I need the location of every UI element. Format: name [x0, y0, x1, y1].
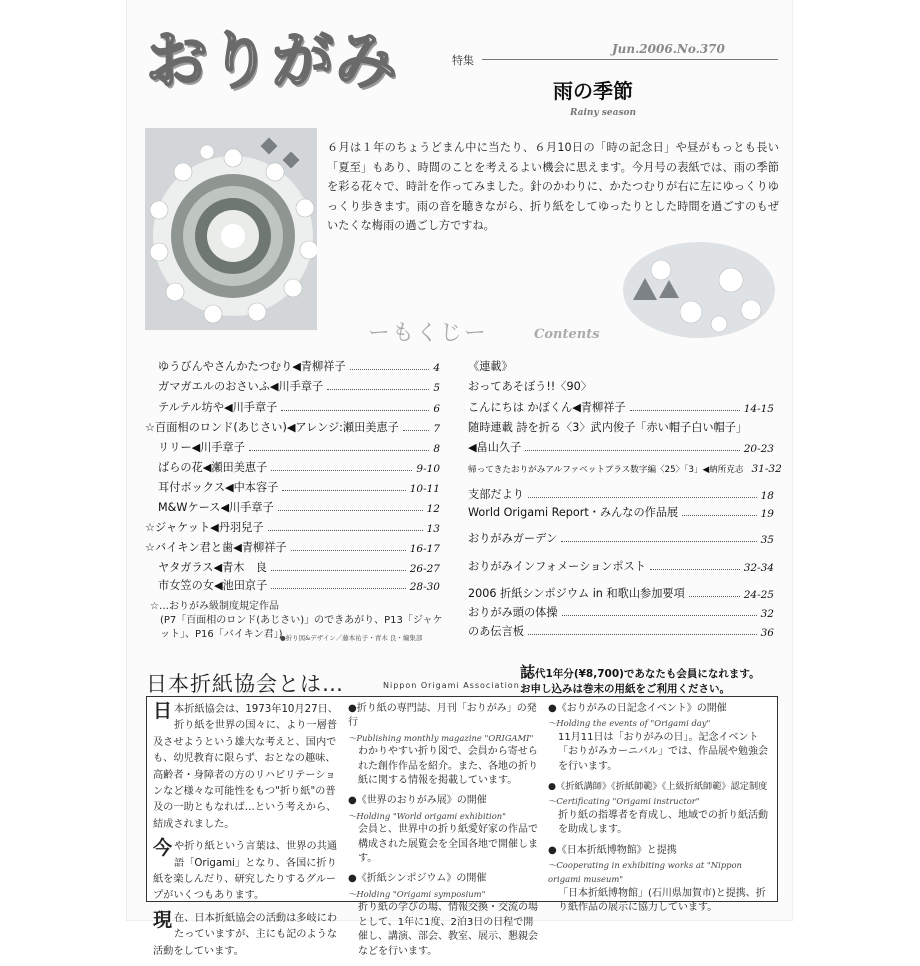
- toc-item-page: 35: [760, 534, 774, 546]
- toc-item-title: 市女笠の女◀池田京子: [158, 579, 268, 592]
- toc-item-page: 10-11: [409, 483, 440, 495]
- activity-item: ●《折紙講師》《折紙師範》《上級折紙師範》認定制度 ～Certificating "Origami instructor" 折り紙の指導者を育成し、地域での折り紙活動を助成します。: [548, 781, 768, 836]
- toc-item-title: 2006 折紙シンポジウム in 和歌山参加要項: [468, 587, 685, 600]
- toc-item-page: 9-10: [416, 463, 440, 475]
- toc-item[interactable]: [468, 438, 774, 455]
- toc-section-label: 《連載》: [468, 360, 513, 373]
- toc-item-title: のあ伝言板: [468, 625, 524, 638]
- toc-item-page: 19: [760, 508, 774, 520]
- toc-item[interactable]: [158, 377, 440, 394]
- toc-item-page: 4: [433, 362, 440, 374]
- toc-item-title: こんにちは かぼくん◀青柳祥子: [468, 401, 626, 414]
- toc-item-title: おってあそぼう!!〈90〉: [468, 380, 592, 393]
- toc-item[interactable]: [158, 357, 440, 374]
- activities-column-1: [348, 702, 542, 965]
- toc-item-title: ヤタガラス◀青木 良: [158, 561, 267, 574]
- toc-item[interactable]: [145, 418, 440, 435]
- about-paragraph: 今や折り紙という言葉は、世界の共通語「Origami」となり、各国に折り紙を楽しんだり、研究したりするグループがいくつもあります。: [153, 837, 338, 902]
- magazine-logo: おりがみ: [146, 24, 399, 97]
- contents-heading-en: Contents: [534, 327, 600, 342]
- feature-title-en: Rainy season: [570, 108, 637, 118]
- toc-item-page: 16-17: [409, 543, 440, 555]
- toc-item-page: 36: [760, 627, 774, 639]
- toc-item-title: ガマガエルのおさいふ◀川手章子: [158, 380, 324, 393]
- toc-item-page: 6: [433, 403, 440, 415]
- contents-heading: ーもくじー: [368, 321, 489, 346]
- toc-item[interactable]: [158, 398, 440, 415]
- activity-item: ●《世界のおりがみ展》の開催 ～Holding "World origami exhibition" 会員と、世界中の折り紙愛好家の作品で構成された展覧会を全国各地で開催します。: [348, 795, 538, 865]
- toc-item-title: M&Wケース◀川手章子: [158, 501, 274, 514]
- toc-item-page: 32: [760, 608, 774, 620]
- toc-item-title: おりがみ頭の体操: [468, 606, 558, 619]
- about-paragraph: 日本折紙協会は、1973年10月27日、折り紙を世界の国々に、より一層普及させようという雄大な考えと、国内でも、幼児教育に限らず、おとなの趣味、高齢者・身障者の方のリハビリテーションなど様々な可能性をもつ"折り紙"の普及の一助ともなれば…という考えから、結成されました。: [153, 700, 338, 830]
- toc-item-title: おりがみガーデン: [468, 532, 558, 545]
- toc-item[interactable]: [468, 557, 774, 574]
- toc-item[interactable]: [158, 576, 440, 593]
- toc-item[interactable]: [145, 518, 440, 535]
- toc-item-title: ◀畠山久子: [468, 441, 522, 454]
- header-rule: [482, 59, 778, 60]
- toc-item-title: テルテル坊や◀川手章子: [158, 401, 278, 414]
- toc-item[interactable]: [158, 498, 440, 515]
- toc-item-title: ☆百面相のロンド(あじさい)◀アレンジ:瀬田美恵子: [145, 421, 399, 434]
- toc-item-page: 20-23: [743, 443, 774, 455]
- toc-item-title: 耳付ボックス◀中本容子: [158, 481, 279, 494]
- toc-item-page: 14-15: [743, 403, 774, 415]
- toc-item[interactable]: [158, 458, 440, 475]
- snail-origami-photo: [621, 240, 777, 340]
- toc-item-title: ☆バイキン君と歯◀青柳祥子: [145, 541, 287, 554]
- activity-item: ●《折紙シンポジウム》の開催 ～Holding "Origami symposium" 折り紙の学びの場、情報交換・交流の場として、1年に1度、2泊3日の日程で開催し、講演、部会、教室、展示、懇親会などを行います。: [348, 873, 538, 957]
- toc-item-title: リリー◀川手章子: [158, 441, 245, 454]
- toc-item[interactable]: [468, 418, 774, 435]
- toc-item-title: 随時連載 詩を折る〈3〉武内俊子「赤い帽子白い帽子」: [468, 421, 748, 434]
- toc-item-title: World Origami Report・みんなの作品展: [468, 506, 679, 519]
- toc-item-page: 31-32: [751, 463, 782, 475]
- association-title: 日本折紙協会とは…: [146, 672, 344, 696]
- toc-item[interactable]: [468, 458, 782, 475]
- toc-item[interactable]: [468, 603, 774, 620]
- feature-title: 雨の季節: [553, 79, 633, 103]
- toc-item-title: 支部だより: [468, 488, 524, 501]
- toc-item-title: 帰ってきたおりがみアルファベットプラス数字編〈25〉「3」◀納所克志: [468, 465, 744, 475]
- toc-item-page: 12: [426, 503, 440, 515]
- toc-item-page: 18: [760, 490, 774, 502]
- toc-item-page: 32-34: [743, 562, 774, 574]
- cover-origami-clock-photo: [145, 128, 317, 330]
- toc-item[interactable]: [468, 377, 774, 394]
- toc-item-page: 8: [433, 443, 440, 455]
- feature-label: 特集: [452, 54, 474, 67]
- toc-item[interactable]: [468, 503, 774, 520]
- membership-notice: 誌代1年分(¥8,700)であなたも会員になれます。 お申し込みは巻末の用紙をご利用ください。: [520, 663, 760, 695]
- toc-item-page: 26-27: [409, 563, 440, 575]
- toc-item-page: 28-30: [409, 581, 440, 593]
- issue-number: Jun.2006.No.370: [612, 42, 725, 56]
- about-column: [153, 702, 345, 966]
- toc-item-page: 24-25: [743, 589, 774, 601]
- toc-item-title: おりがみインフォメーションポスト: [468, 560, 646, 573]
- toc-item[interactable]: [145, 538, 440, 555]
- toc-item-title: ゆうびんやさんかたつむり◀青柳祥子: [158, 360, 346, 373]
- about-paragraph: 現在、日本折紙協会の活動は多岐にわたっていますが、主にも記のような活動をしています。: [153, 908, 338, 957]
- toc-item[interactable]: [468, 398, 774, 415]
- toc-item-page: 5: [433, 382, 440, 394]
- toc-item[interactable]: [468, 622, 774, 639]
- association-title-en: Nippon Origami Association: [383, 681, 520, 690]
- toc-item-page: 13: [426, 523, 440, 535]
- toc-footnote: ☆…おりがみ級制度規定作品 (P7「百面相のロンド(あじさい)」のできあがり、P13「ジャケット」、P16「バイキン君」): [150, 601, 443, 640]
- toc-item-page: 7: [433, 423, 440, 435]
- intro-text: ６月は１年のちょうどまん中に当たり、６月10日の「時の記念日」や昼がもっとも長い「夏至」もあり、時間のことを考えるよい機会に思えます。今月号の表紙では、雨の季節を彩る花々で、時計を作ってみました。針のかわりに、かたつむりが右に左にゆっくりゆっくり歩きます。雨の音を聴きながら、折り紙をしてゆったりとした時間を過ごすのもぜいたくな梅雨の過ごし方ですね。: [327, 141, 779, 233]
- toc-item[interactable]: [158, 558, 440, 575]
- toc-item[interactable]: [158, 478, 440, 495]
- toc-item-title: ☆ジャケット◀丹羽兒子: [145, 521, 264, 534]
- toc-item[interactable]: [468, 584, 774, 601]
- toc-item[interactable]: [468, 529, 774, 546]
- activity-item: ●折り紙の専門誌、月刊「おりがみ」の発行 ～Publishing monthly magazine "ORIGAMI" わかりやすい折り図で、会員から寄せられた創作作品を紹介。また、各地の折り紙に関する情報を掲載しています。: [348, 703, 538, 787]
- activities-column-2: [548, 702, 774, 922]
- toc-item[interactable]: [158, 438, 440, 455]
- toc-item-title: ばらの花◀瀬田美恵子: [158, 461, 268, 474]
- activity-item: ●《おりがみの日記念イベント》の開催 ～Holding the events of "Origami day" 11月11日は「おりがみの日」。記念イベント「おりがみカーニバル」では、作品展や勉強会を行います。: [548, 703, 768, 772]
- design-credit: ●折り図&デザイン／藤本祐子・青木 良・編集部: [280, 634, 423, 642]
- activity-item: ●《日本折紙博物館》と提携 ～Cooperating in exhibiting works at "Nippon origami museum" 「日本折紙博物館」(石川県加賀市)と提携、折り紙作品の展示に協力しています。: [548, 844, 766, 914]
- toc-item[interactable]: [468, 485, 774, 502]
